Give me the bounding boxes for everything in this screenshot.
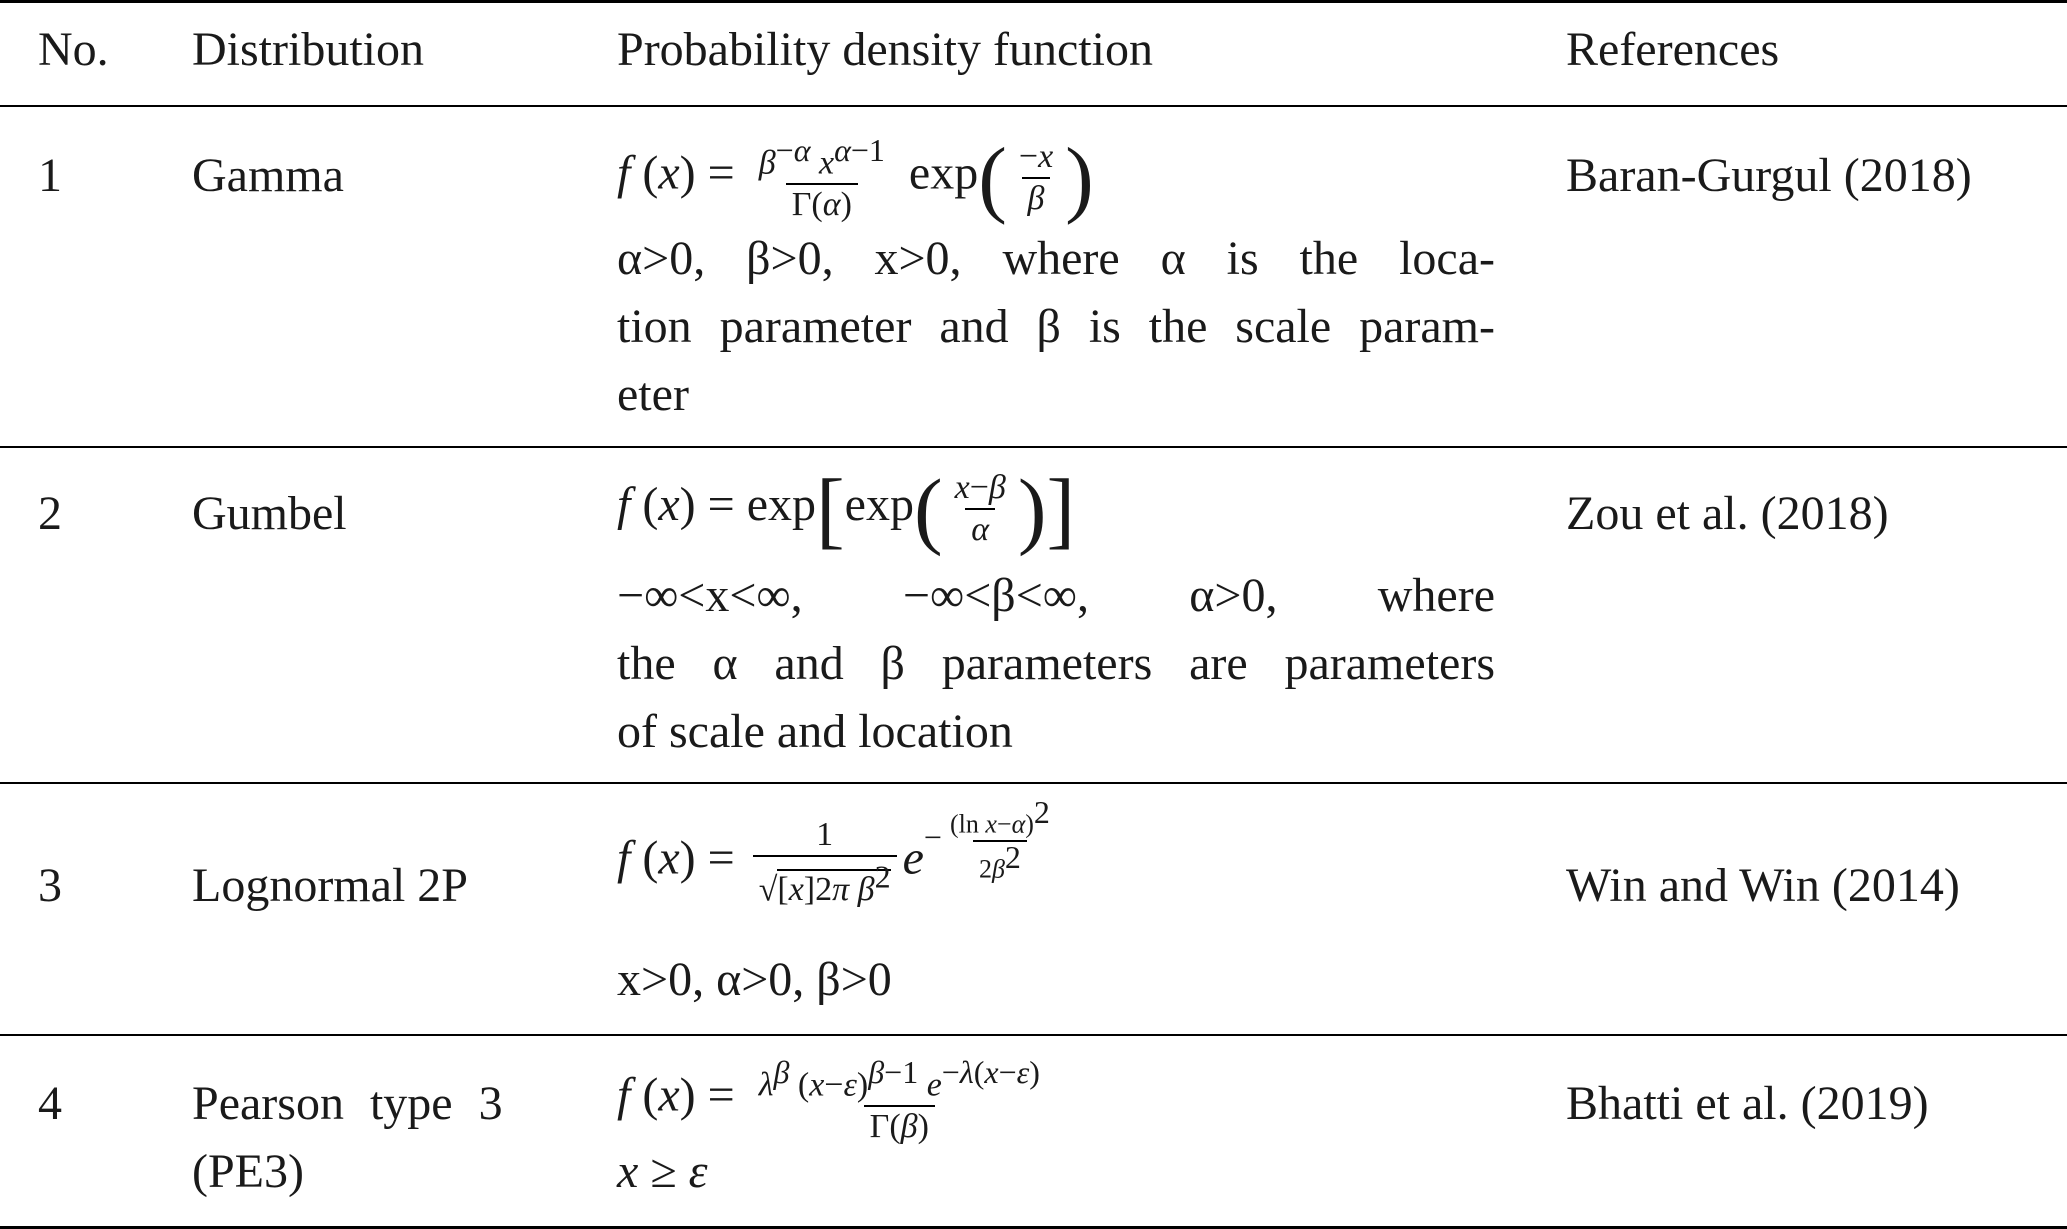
row-3-no: 3 bbox=[38, 859, 62, 912]
row-1-formula: f (x) = $\frac{\text{β−α xα−1}}{\Gamma(\alpha)}$ exp( $\frac{-x}{\beta}$ ) bbox=[617, 129, 1094, 226]
row-4-no: 4 bbox=[38, 1077, 62, 1130]
row-4-desc-line-1: x ≥ ε bbox=[617, 1145, 708, 1198]
header-rule bbox=[0, 105, 2067, 107]
row-2-desc-line-3: of scale and location bbox=[617, 705, 1013, 758]
header-references: References bbox=[1566, 23, 1780, 76]
row-3-formula: f (x) = $\frac{1}{\text{√[x]2π β2}}$ e− $\frac{\text{(ln x−α)2}}{2\beta 2}$ bbox=[617, 794, 1050, 909]
lognormal-fraction: $\frac{1}{\text{√[x]2π β2}}$ bbox=[753, 815, 897, 910]
row-2-formula: f (x) = exp[exp( $\frac{x-\beta}{\alpha}$ )] bbox=[617, 461, 1076, 557]
row-1-desc-line-3: eter bbox=[617, 368, 689, 421]
row-divider-2 bbox=[0, 782, 2067, 784]
row-2-description bbox=[617, 562, 1495, 766]
row-3-reference: Win and Win (2014) bbox=[1566, 859, 1960, 912]
row-1-desc-line-1: α>0, β>0, x>0, where α is the loca- bbox=[617, 232, 1495, 285]
header-pdf: Probability density function bbox=[617, 23, 1153, 76]
row-1-desc-line-2: tion parameter and β is the scale param- bbox=[617, 300, 1495, 353]
row-divider-3 bbox=[0, 1034, 2067, 1036]
pe3-fraction: $\frac{\lambda\beta (x-\varepsilon)\beta-1 e-\lambda(x-\varepsilon)}{\Gamma(\beta)}$ bbox=[758, 1054, 1040, 1146]
row-4-reference: Bhatti et al. (2019) bbox=[1566, 1077, 1929, 1130]
gamma-exp-fraction: $\frac{-x}{\beta}$ bbox=[1018, 137, 1054, 217]
row-1-distribution: Gamma bbox=[192, 149, 344, 202]
row-2-distribution: Gumbel bbox=[192, 487, 347, 540]
row-4-formula: f (x) = $\frac{\lambda\beta (x-\varepsilon)\beta-1 e-\lambda(x-\varepsilon)}{\Gamma(\beta)}$ bbox=[617, 1052, 1052, 1147]
row-1-reference: Baran-Gurgul (2018) bbox=[1566, 149, 1972, 202]
row-3-distribution: Lognormal 2P bbox=[192, 859, 468, 912]
header-distribution: Distribution bbox=[192, 23, 425, 76]
row-2-desc-line-2: the α and β parameters are parameters bbox=[617, 637, 1495, 690]
row-4-distribution-line-2: (PE3) bbox=[192, 1145, 304, 1198]
top-rule bbox=[0, 0, 2067, 3]
row-2-no: 2 bbox=[38, 487, 62, 540]
row-4-distribution-line-1: Pearson type 3 bbox=[192, 1077, 503, 1130]
header-no: No. bbox=[38, 23, 109, 76]
row-1-description bbox=[617, 225, 1495, 429]
row-3-desc-line-1: x>0, α>0, β>0 bbox=[617, 953, 892, 1006]
row-1-no: 1 bbox=[38, 149, 62, 202]
gamma-fraction: $\frac{\text{β−α xα−1}}{\Gamma(\alpha)}$ bbox=[758, 132, 885, 224]
row-divider-1 bbox=[0, 446, 2067, 448]
row-2-desc-line-1: −∞<x<∞, −∞<β<∞, α>0, where bbox=[617, 569, 1495, 622]
row-2-reference: Zou et al. (2018) bbox=[1566, 487, 1889, 540]
gumbel-fraction: $\frac{x-\beta}{\alpha}$ bbox=[954, 469, 1006, 548]
